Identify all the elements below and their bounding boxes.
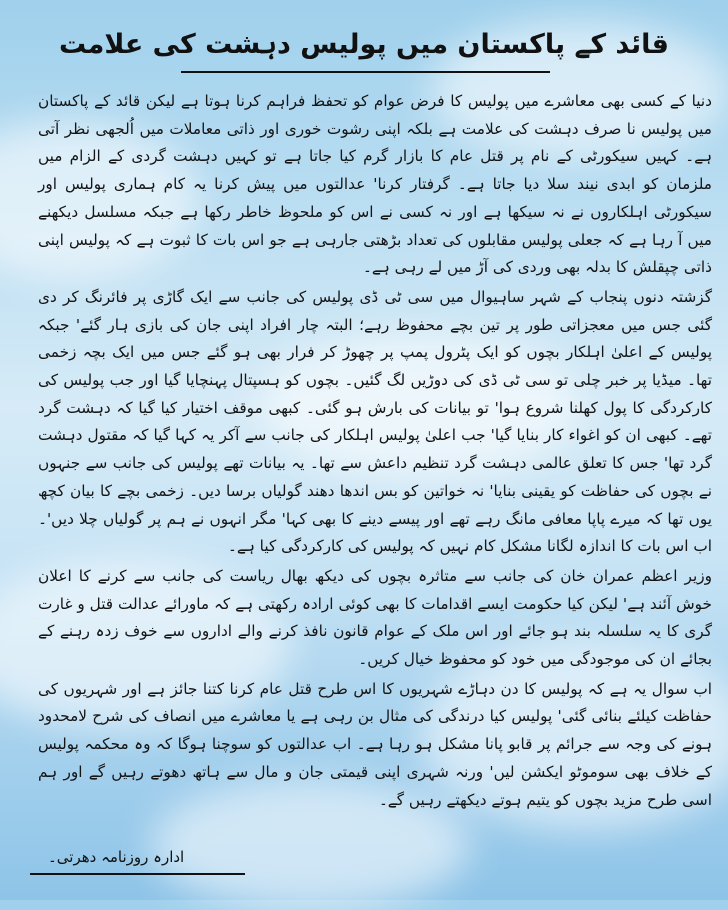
paragraph-3: وزیر اعظم عمران خان کی جانب سے متاثرہ بچوں کی دیکھ بھال ریاست کی جانب سے کرنے کا اعلان خوش آئند ہے' لیکن کیا حکومت ایسے اقدامات کا بھی کوئی ارادہ رکھتی ہے کہ ماورائے عدالت قتل و غارت گری کا یہ سلسلہ بند ہو جائے اور اس ملک کے عوام قانون نافذ کرنے والے اداروں سے خوف زدہ رہنے کے بجائے ان کی موجودگی میں خود کو محفوظ خیال کریں۔ — [38, 566, 712, 669]
title-underline — [181, 71, 550, 73]
article-body — [38, 88, 712, 816]
paragraph-1: دنیا کے کسی بھی معاشرے میں پولیس کا فرض عوام کو تحفظ فراہم کرنا ہوتا ہے لیکن قائد کے پاکستان میں پولیس نا صرف دہشت کی علامت ہے بلکہ اپنی رشوت خوری اور ذاتی معاملات میں اُلجھی نظر آتی ہے۔ کہیں سیکورٹی کے نام پر قتل عام کا بازار گرم کیا جاتا ہے تو کہیں دہشت گردی کے الزام میں ملزمان کو ابدی نیند سلا دیا جاتا ہے۔ گرفتار کرنا' عدالتوں میں پیش کرنا یہ کام ہماری پولیس اور سیکورٹی اہلکاروں نے نہ سیکھا ہے اور نہ کسی نے اس کو ملحوظ خاطر رکھا ہے جبکہ مسلسل دیکھنے میں آ رہا ہے کہ جعلی پولیس مقابلوں کی تعداد بڑھتی جارہی ہے جو اس بات کا ثبوت ہے کہ پولیس اپنی ذاتی چپقلش کا بدلہ بھی وردی کی آڑ میں لے رہی ہے۔ — [38, 92, 712, 277]
paragraph-4: اب سوال یہ ہے کہ پولیس کا دن دہاڑے شہریوں کا اس طرح قتل عام کرنا کتنا جائز ہے اور شہریوں کی حفاظت کیلئے بنائی گئی' پولیس کیا درندگی کی مثال بن رہی ہے یا معاشرے میں انصاف کی شرح لامحدود ہونے کی وجہ سے جرائم پر قابو پانا مشکل ہو رہا ہے۔ اب عدالتوں کو سوچنا ہوگا کہ وہ محکمہ پولیس کے خلاف بھی سوموٹو ایکشن لیں' ورنہ شہری اپنی قیمتی جان و مال سے ہاتھ دھوتے رہیں گے اور ہم اسی طرح مزید بچوں کو یتیم ہوتے دیکھتے رہیں گے۔ — [38, 679, 712, 809]
article-title: قائد کے پاکستان میں پولیس دہشت کی علامت — [59, 29, 669, 60]
signature: ادارہ روزنامہ دھرتی۔ — [48, 848, 185, 866]
paragraph-2: گزشتہ دنوں پنجاب کے شہر ساہیوال میں سی ٹی ڈی پولیس کی جانب سے ایک گاڑی پر فائرنگ کر دی گئی جس میں معجزاتی طور پر تین بچے محفوظ رہے؛ البتہ چار افراد اپنی جان کی بازی ہار گئے' جبکہ پولیس کے اعلیٰ اہلکار بچوں کو ایک پٹرول پمپ پر چھوڑ کر فرار بھی ہو گئے جس میں ایک بچہ زخمی تھا۔ میڈیا پر خبر چلی تو سی ٹی ڈی کی دوڑیں لگ گئیں۔ بچوں کو ہسپتال پہنچایا گیا اور جب پولیس کی کارکردگی کا پول کھلنا شروع ہوا' تو بیانات کی بارش ہو گئی۔ کبھی موقف اختیار کیا گیا کہ دہشت گرد تھے۔ کبھی ان کو اغواء کار بنایا گیا' جب اعلیٰ پولیس اہلکار کی جانب سے آکر یہ کہا گیا کہ مقتول دہشت گرد تھا' جس کا تعلق عالمی دہشت گرد تنظیم داعش سے تھا۔ یہ بیانات تھے پولیس کی جانب سے جنہوں نے بچوں کی حفاظت کو یقینی بنایا' نہ خواتین کو بس اندھا دھند گولیاں برسا دیں۔ زخمی بچے کا بیان کچھ یوں تھا کہ میرے پاپا معافی مانگ رہے تھے اور پیسے دینے کا بھی کہا' مگر انہوں نے ہم پر گولیاں چلا دیں'۔ اب اس بات کا اندازہ لگانا مشکل کام نہیں کہ پولیس کی کارکردگی کیا ہے۔ — [38, 287, 712, 556]
signature-underline — [30, 873, 245, 875]
